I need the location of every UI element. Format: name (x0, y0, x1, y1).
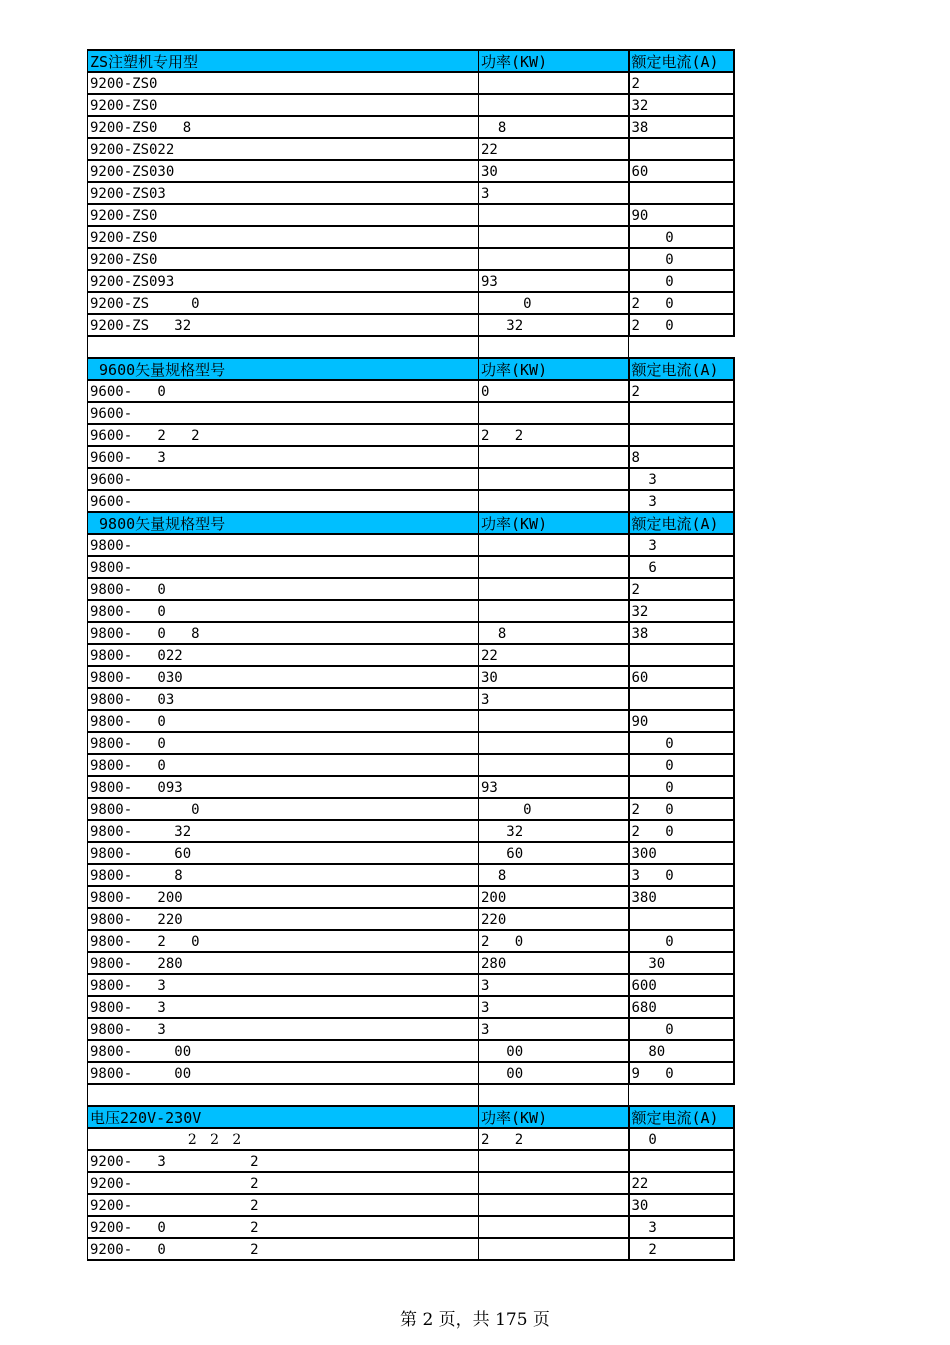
cell-power[interactable]: 22 (479, 644, 629, 666)
cell-current[interactable]: 0 (629, 776, 734, 798)
table-row (88, 248, 734, 270)
cell-power[interactable] (479, 226, 629, 248)
cell-current[interactable]: 80 (629, 1040, 734, 1062)
cell-model[interactable]: 9800- 022 (88, 644, 479, 666)
table-row (88, 314, 734, 336)
table-row (88, 534, 734, 556)
cell-current[interactable]: 0 (629, 1018, 734, 1040)
cell-power[interactable] (479, 490, 629, 512)
cell-model[interactable]: 9200-ZS0 (88, 248, 479, 270)
cell-power[interactable] (479, 754, 629, 776)
cell-model[interactable]: 9200-ZS0 8 (88, 116, 479, 138)
cell-power[interactable]: 00 (479, 1040, 629, 1062)
header-current[interactable]: 额定电流(A) (629, 50, 734, 72)
cell-power[interactable]: 8 (479, 116, 629, 138)
cell-current[interactable]: 60 (629, 666, 734, 688)
table-row (88, 1194, 734, 1216)
cell-model[interactable]: 9200-ZS03 (88, 182, 479, 204)
cell-power[interactable] (479, 1238, 629, 1260)
cell-current[interactable] (629, 644, 734, 666)
header-model[interactable]: 9600矢量规格型号 (88, 358, 479, 380)
cell-current[interactable]: 0 (629, 270, 734, 292)
cell-current[interactable] (629, 908, 734, 930)
table-row (88, 380, 734, 402)
table-row (88, 930, 734, 952)
cell-power[interactable]: 0 (479, 380, 629, 402)
cell-model[interactable]: 9800- (88, 556, 479, 578)
cell-power[interactable] (479, 732, 629, 754)
cell-power[interactable]: 200 (479, 886, 629, 908)
table-row (88, 160, 734, 182)
cell-model[interactable]: 9800- 220 (88, 908, 479, 930)
table-row (88, 644, 734, 666)
cell-current[interactable]: 2 0 (629, 820, 734, 842)
blank-cell[interactable] (88, 336, 479, 358)
cell-model[interactable]: 9800- 00 (88, 1040, 479, 1062)
table-row (88, 578, 734, 600)
cell-current[interactable]: 60 (629, 160, 734, 182)
cell-model[interactable]: 9200-ZS0 (88, 204, 479, 226)
cell-current[interactable] (629, 424, 734, 446)
cell-current[interactable]: 32 (629, 94, 734, 116)
spec-table (87, 49, 735, 1261)
cell-model[interactable]: 9200-ZS022 (88, 138, 479, 160)
spec-table-body (88, 50, 734, 1260)
cell-power[interactable]: 220 (479, 908, 629, 930)
cell-model[interactable]: 9600- 2 2 (88, 424, 479, 446)
cell-current[interactable]: 6 (629, 556, 734, 578)
cell-model[interactable]: 9200-ZS0 (88, 72, 479, 94)
cell-power[interactable] (479, 534, 629, 556)
cell-power[interactable]: 8 (479, 622, 629, 644)
cell-model[interactable]: 9200-ZS030 (88, 160, 479, 182)
cell-model[interactable]: 9200-ZS0 (88, 226, 479, 248)
table-row (88, 1238, 734, 1260)
table-row (88, 182, 734, 204)
cell-current[interactable]: 32 (629, 600, 734, 622)
cell-current[interactable]: 90 (629, 710, 734, 732)
table-row (88, 226, 734, 248)
cell-power[interactable] (479, 1150, 629, 1172)
cell-current[interactable]: 3 (629, 490, 734, 512)
section-header-row (88, 512, 734, 534)
cell-model[interactable]: 9200- 0 2 (88, 1238, 479, 1260)
blank-row (88, 336, 734, 358)
table-row (88, 1128, 734, 1150)
table-row (88, 94, 734, 116)
cell-power[interactable]: 3 (479, 688, 629, 710)
cell-power[interactable]: 93 (479, 270, 629, 292)
section-header-row (88, 50, 734, 72)
cell-current[interactable]: 680 (629, 996, 734, 1018)
cell-current[interactable] (629, 182, 734, 204)
cell-current[interactable]: 30 (629, 1194, 734, 1216)
cell-power[interactable]: 3 (479, 1018, 629, 1040)
cell-power[interactable]: 00 (479, 1062, 629, 1084)
cell-model[interactable]: 2 2 2 (88, 1128, 479, 1150)
table-row (88, 732, 734, 754)
table-row (88, 556, 734, 578)
cell-power[interactable] (479, 578, 629, 600)
table-row (88, 446, 734, 468)
cell-power[interactable] (479, 402, 629, 424)
cell-model[interactable]: 9800- 3 (88, 974, 479, 996)
cell-power[interactable]: 8 (479, 864, 629, 886)
table-row (88, 798, 734, 820)
cell-power[interactable] (479, 446, 629, 468)
cell-power[interactable]: 32 (479, 820, 629, 842)
cell-model[interactable]: 9800- 0 (88, 710, 479, 732)
table-row (88, 600, 734, 622)
header-current[interactable]: 额定电流(A) (629, 1106, 734, 1128)
table-row (88, 1018, 734, 1040)
cell-model[interactable]: 9800- 3 (88, 1018, 479, 1040)
table-row (88, 1062, 734, 1084)
cell-current[interactable] (629, 688, 734, 710)
cell-current[interactable] (629, 138, 734, 160)
cell-current[interactable]: 0 (629, 930, 734, 952)
header-power[interactable]: 功率(KW) (479, 358, 629, 380)
cell-current[interactable]: 9 0 (629, 1062, 734, 1084)
cell-power[interactable]: 280 (479, 952, 629, 974)
cell-model[interactable]: 9600- (88, 402, 479, 424)
table-row (88, 402, 734, 424)
cell-current[interactable] (629, 402, 734, 424)
header-model[interactable]: ZS注塑机专用型 (88, 50, 479, 72)
cell-current[interactable]: 90 (629, 204, 734, 226)
blank-cell[interactable] (629, 1084, 734, 1106)
cell-power[interactable] (479, 710, 629, 732)
table-row (88, 424, 734, 446)
cell-model[interactable]: 9800- 0 8 (88, 622, 479, 644)
cell-model[interactable]: 9800- 0 (88, 732, 479, 754)
cell-model[interactable]: 9200-ZS0 (88, 94, 479, 116)
cell-model[interactable]: 9600- (88, 468, 479, 490)
cell-model[interactable]: 9800- 60 (88, 842, 479, 864)
table-row (88, 996, 734, 1018)
table-row (88, 974, 734, 996)
cell-power[interactable]: 0 (479, 798, 629, 820)
cell-model[interactable]: 9800- 2 0 (88, 930, 479, 952)
cell-power[interactable]: 2 2 (479, 424, 629, 446)
table-row (88, 138, 734, 160)
cell-power[interactable] (479, 248, 629, 270)
section-header-row (88, 1106, 734, 1128)
cell-current[interactable]: 8 (629, 446, 734, 468)
header-current[interactable]: 额定电流(A) (629, 358, 734, 380)
cell-current[interactable]: 0 (629, 754, 734, 776)
page-footer: 第 2 页，共 175 页 (400, 1310, 550, 1330)
table-row (88, 1150, 734, 1172)
table-row (88, 1216, 734, 1238)
section-header-row (88, 358, 734, 380)
table-row (88, 710, 734, 732)
cell-model[interactable]: 9200- 2 (88, 1172, 479, 1194)
cell-model[interactable]: 9200- 2 (88, 1194, 479, 1216)
cell-current[interactable]: 0 (629, 248, 734, 270)
cell-power[interactable] (479, 556, 629, 578)
cell-power[interactable] (479, 72, 629, 94)
cell-model[interactable]: 9200-ZS093 (88, 270, 479, 292)
cell-power[interactable]: 30 (479, 160, 629, 182)
header-power[interactable]: 功率(KW) (479, 512, 629, 534)
blank-cell[interactable] (88, 1084, 479, 1106)
cell-power[interactable] (479, 204, 629, 226)
header-power[interactable]: 功率(KW) (479, 50, 629, 72)
table-row (88, 116, 734, 138)
cell-model[interactable]: 9800- 200 (88, 886, 479, 908)
table-row (88, 908, 734, 930)
cell-model[interactable]: 9600- (88, 490, 479, 512)
cell-model[interactable]: 9800- 0 (88, 578, 479, 600)
table-row (88, 622, 734, 644)
header-current[interactable]: 额定电流(A) (629, 512, 734, 534)
table-row (88, 1040, 734, 1062)
table-row (88, 468, 734, 490)
table-row (88, 864, 734, 886)
cell-current[interactable] (629, 1150, 734, 1172)
cell-current[interactable]: 0 (629, 732, 734, 754)
cell-current[interactable]: 300 (629, 842, 734, 864)
cell-power[interactable]: 3 (479, 974, 629, 996)
table-row (88, 490, 734, 512)
cell-model[interactable]: 9800- 03 (88, 688, 479, 710)
cell-current[interactable]: 380 (629, 886, 734, 908)
cell-current[interactable]: 3 (629, 534, 734, 556)
cell-model[interactable]: 9600- 3 (88, 446, 479, 468)
table-row (88, 204, 734, 226)
cell-current[interactable]: 600 (629, 974, 734, 996)
cell-power[interactable]: 32 (479, 314, 629, 336)
cell-model[interactable]: 9800- 0 (88, 600, 479, 622)
cell-model[interactable]: 9800- 030 (88, 666, 479, 688)
table-row (88, 270, 734, 292)
table-row (88, 820, 734, 842)
cell-current[interactable]: 2 (629, 72, 734, 94)
cell-model[interactable]: 9800- 0 (88, 798, 479, 820)
cell-power[interactable]: 60 (479, 842, 629, 864)
cell-model[interactable]: 9800- 00 (88, 1062, 479, 1084)
cell-current[interactable]: 30 (629, 952, 734, 974)
cell-power[interactable]: 2 2 (479, 1128, 629, 1150)
table-row (88, 886, 734, 908)
cell-model[interactable]: 9800- 8 (88, 864, 479, 886)
cell-model[interactable]: 9800- 093 (88, 776, 479, 798)
cell-model[interactable]: 9200-ZS 0 (88, 292, 479, 314)
table-row (88, 72, 734, 94)
cell-model[interactable]: 9600- 0 (88, 380, 479, 402)
cell-power[interactable] (479, 1194, 629, 1216)
header-model[interactable]: 电压220V-230V (88, 1106, 479, 1128)
cell-current[interactable]: 0 (629, 1128, 734, 1150)
cell-current[interactable]: 2 0 (629, 292, 734, 314)
table-row (88, 292, 734, 314)
cell-power[interactable] (479, 600, 629, 622)
cell-current[interactable]: 2 0 (629, 314, 734, 336)
cell-model[interactable]: 9200- 3 2 (88, 1150, 479, 1172)
blank-cell[interactable] (479, 1084, 629, 1106)
cell-model[interactable]: 9800- (88, 534, 479, 556)
cell-current[interactable]: 3 (629, 1216, 734, 1238)
cell-model[interactable]: 9200-ZS 32 (88, 314, 479, 336)
header-power[interactable]: 功率(KW) (479, 1106, 629, 1128)
cell-power[interactable]: 3 (479, 996, 629, 1018)
table-row (88, 1172, 734, 1194)
cell-model[interactable]: 9800- 32 (88, 820, 479, 842)
cell-power[interactable] (479, 468, 629, 490)
cell-model[interactable]: 9800- 280 (88, 952, 479, 974)
table-row (88, 776, 734, 798)
cell-current[interactable]: 2 (629, 380, 734, 402)
cell-current[interactable]: 2 (629, 1238, 734, 1260)
table-row (88, 666, 734, 688)
cell-power[interactable]: 3 (479, 182, 629, 204)
table-row (88, 952, 734, 974)
cell-power[interactable]: 22 (479, 138, 629, 160)
cell-current[interactable]: 3 0 (629, 864, 734, 886)
cell-power[interactable] (479, 1216, 629, 1238)
cell-power[interactable]: 30 (479, 666, 629, 688)
blank-row (88, 1084, 734, 1106)
cell-current[interactable]: 38 (629, 622, 734, 644)
cell-current[interactable]: 2 0 (629, 798, 734, 820)
cell-power[interactable]: 93 (479, 776, 629, 798)
cell-current[interactable]: 38 (629, 116, 734, 138)
table-row (88, 754, 734, 776)
blank-cell[interactable] (479, 336, 629, 358)
cell-current[interactable]: 22 (629, 1172, 734, 1194)
table-row (88, 688, 734, 710)
cell-model[interactable]: 9800- 3 (88, 996, 479, 1018)
table-row (88, 842, 734, 864)
cell-power[interactable] (479, 94, 629, 116)
cell-current[interactable]: 3 (629, 468, 734, 490)
cell-current[interactable]: 2 (629, 578, 734, 600)
cell-power[interactable]: 0 (479, 292, 629, 314)
header-model[interactable]: 9800矢量规格型号 (88, 512, 479, 534)
cell-power[interactable] (479, 1172, 629, 1194)
cell-model[interactable]: 9200- 0 2 (88, 1216, 479, 1238)
cell-power[interactable]: 2 0 (479, 930, 629, 952)
spreadsheet-page (87, 49, 733, 1261)
cell-model[interactable]: 9800- 0 (88, 754, 479, 776)
cell-current[interactable]: 0 (629, 226, 734, 248)
blank-cell[interactable] (629, 336, 734, 358)
